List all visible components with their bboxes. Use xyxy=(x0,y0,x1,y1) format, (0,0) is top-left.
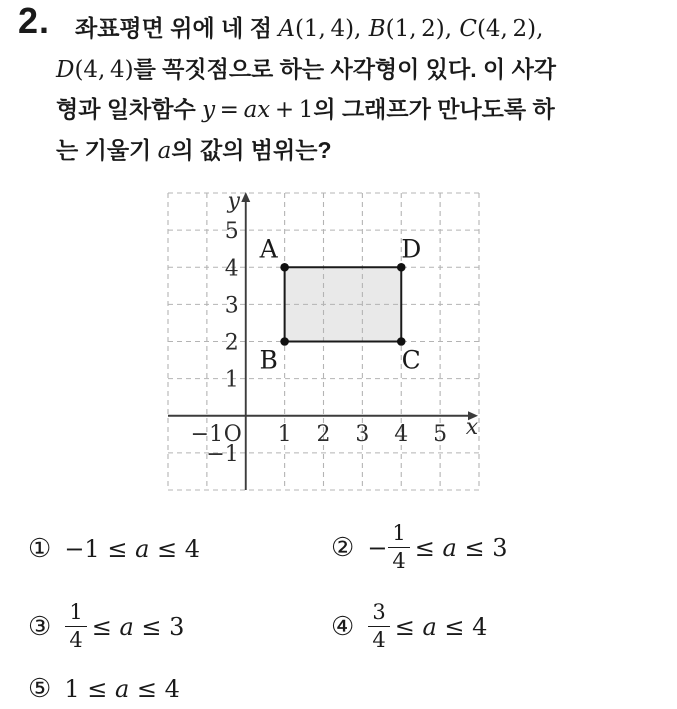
problem-line-1 xyxy=(56,9,672,50)
fraction-denominator: 4 xyxy=(65,626,86,651)
korean-text: 의 값의 범위는? xyxy=(171,136,332,163)
y-tick-label: 3 xyxy=(224,293,239,319)
choice-expression: − xyxy=(367,533,388,562)
choice-2-marker: ② xyxy=(331,532,355,563)
problem-text xyxy=(56,9,672,171)
origin-label: O xyxy=(223,421,242,447)
choice-4 xyxy=(331,602,487,651)
x-tick-label: 3 xyxy=(355,421,370,447)
fraction xyxy=(368,602,389,651)
math-expression: a xyxy=(157,137,172,164)
korean-text: 의 그래프가 만나도록 하 xyxy=(313,96,555,122)
x-axis-label: x xyxy=(465,414,479,440)
choice-expression: 1 ≤ a ≤ 4 xyxy=(64,675,180,703)
problem-line-2 xyxy=(56,50,672,91)
x-tick-label: 5 xyxy=(433,421,448,447)
math-expression: D(4, 4) xyxy=(56,56,134,83)
choice-4-marker: ④ xyxy=(331,611,355,642)
math-expression: y = ax + 1 xyxy=(202,97,314,123)
problem-number: 2. xyxy=(18,0,51,41)
choice-5 xyxy=(28,674,180,704)
vertex-label-A: A xyxy=(259,234,278,264)
fraction-numerator: 1 xyxy=(69,600,83,624)
choice-1-marker: ① xyxy=(28,534,52,564)
fraction-denominator: 4 xyxy=(388,547,409,572)
problem-line-4 xyxy=(56,131,672,172)
choice-5-marker: ⑤ xyxy=(28,674,52,704)
vertex-dot-D xyxy=(397,263,406,272)
coordinate-plane-figure xyxy=(150,185,495,497)
fraction-numerator: 3 xyxy=(372,600,386,624)
vertex-dot-B xyxy=(280,337,289,346)
fraction xyxy=(388,523,409,572)
choice-expression: ≤ a ≤ 3 xyxy=(414,533,508,562)
x-tick-label: 1 xyxy=(277,421,292,447)
korean-text: 를 꼭짓점으로 하는 사각형이 있다. 이 사각 xyxy=(133,55,557,82)
korean-text: 형과 일차함수 xyxy=(56,96,203,122)
x-tick-label: 2 xyxy=(316,421,331,447)
choice-3-marker: ③ xyxy=(28,611,52,642)
choice-expression: −1 ≤ a ≤ 4 xyxy=(64,535,201,563)
vertex-label-B: B xyxy=(259,345,278,375)
y-tick-label: 4 xyxy=(224,256,239,282)
vertex-label-C: C xyxy=(401,345,421,375)
choice-3 xyxy=(28,602,184,651)
vertex-dot-A xyxy=(280,263,289,272)
choice-1 xyxy=(28,534,200,564)
fraction xyxy=(65,602,86,651)
x-tick-label: −1 xyxy=(190,421,224,447)
y-axis-label: y xyxy=(227,189,240,214)
korean-text: 는 기울기 xyxy=(56,136,158,163)
y-tick-label: −1 xyxy=(206,441,239,467)
choice-expression: ≤ a ≤ 4 xyxy=(394,612,488,641)
choice-expression: ≤ a ≤ 3 xyxy=(91,612,185,641)
y-tick-label: 1 xyxy=(224,367,239,393)
vertex-label-D: D xyxy=(401,234,422,264)
choice-2 xyxy=(331,523,508,572)
vertex-dot-C xyxy=(397,337,406,346)
problem-line-3 xyxy=(56,90,672,131)
fraction-numerator: 1 xyxy=(392,521,406,545)
x-tick-label: 4 xyxy=(394,421,409,447)
y-tick-label: 2 xyxy=(224,330,239,356)
fraction-denominator: 4 xyxy=(368,626,389,651)
math-expression: A(1, 4), B(1, 2), C(4, 2), xyxy=(278,16,544,42)
korean-text: 좌표평면 위에 네 점 xyxy=(75,15,279,41)
y-tick-label: 5 xyxy=(224,219,239,245)
